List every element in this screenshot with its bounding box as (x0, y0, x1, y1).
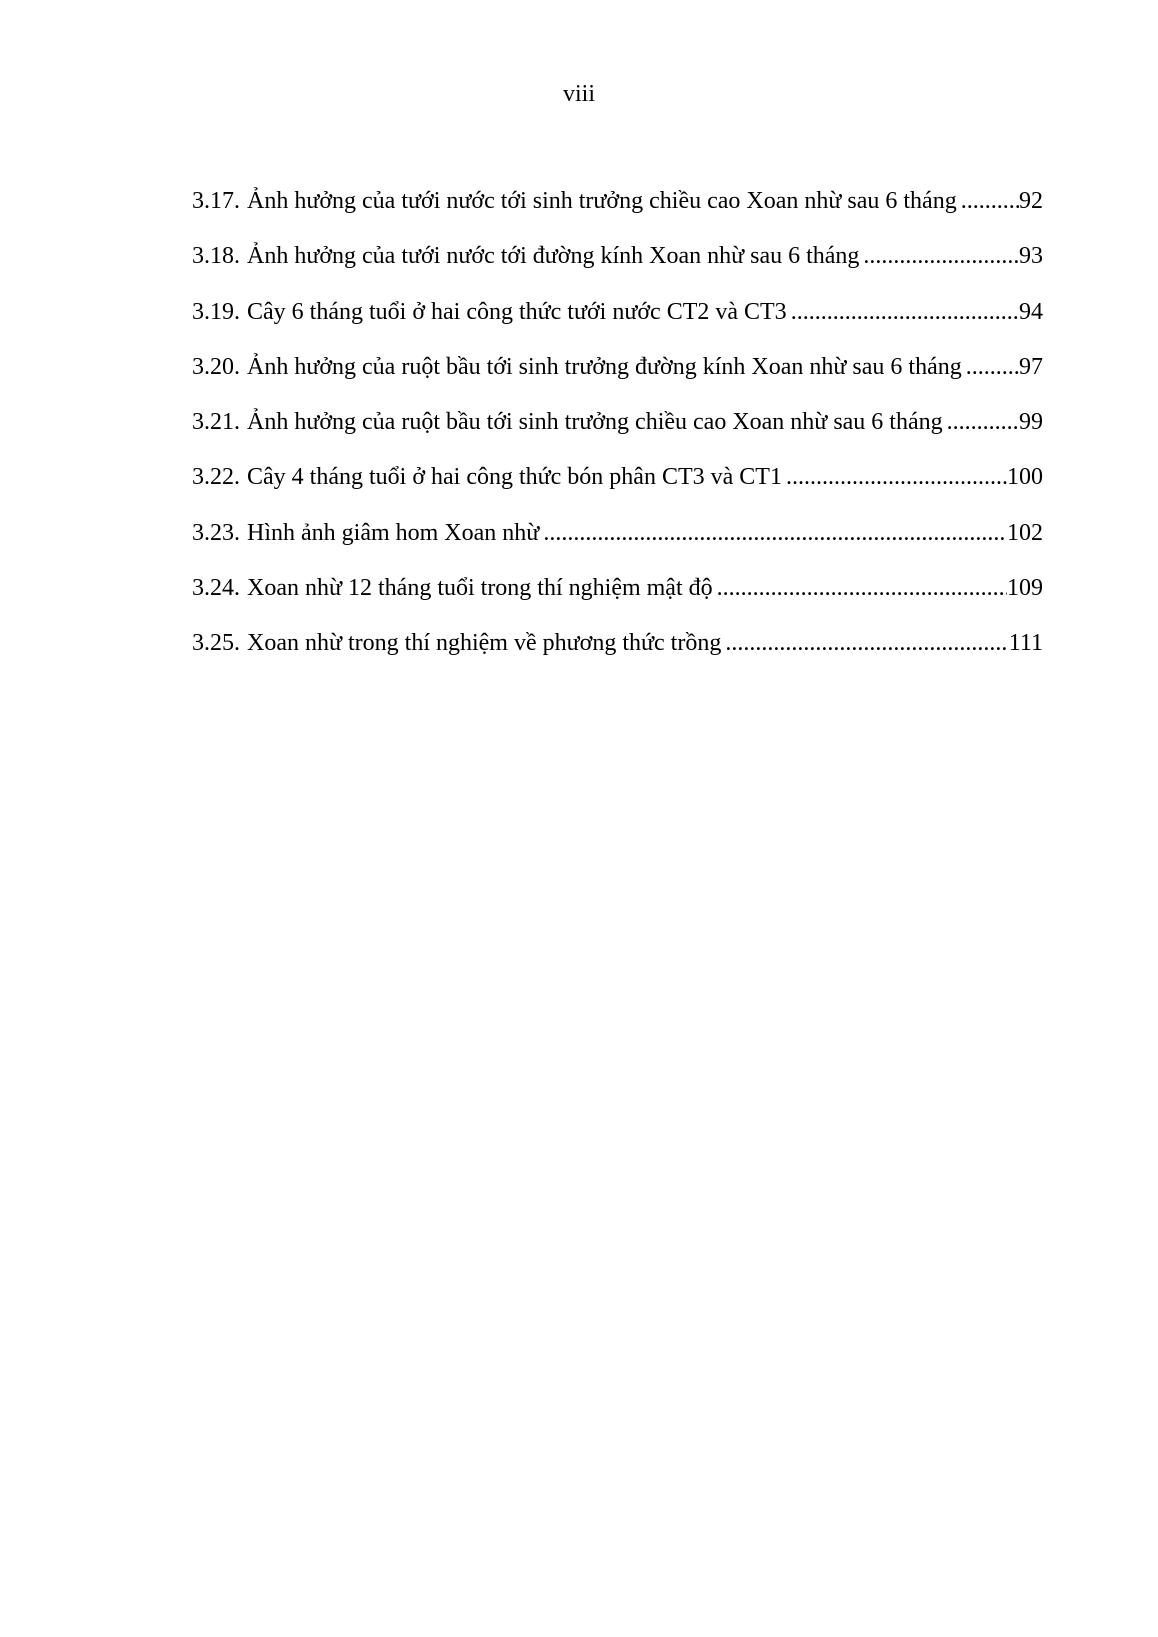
toc-entry-title: Ảnh hưởng của ruột bầu tới sinh trưởng chiều cao Xoan nhừ sau 6 tháng (247, 409, 943, 436)
dot-leader (543, 517, 1007, 549)
toc-entry[interactable] (192, 627, 1043, 682)
toc-entry-title: Cây 4 tháng tuổi ở hai công thức bón phân CT3 và CT1 (247, 464, 782, 491)
toc-entry-page: 100 (1007, 464, 1043, 491)
toc-entry-title: Xoan nhừ trong thí nghiệm về phương thức trồng (247, 630, 722, 657)
toc-entry[interactable] (192, 296, 1043, 351)
toc-entry[interactable] (192, 351, 1043, 406)
toc-entry-number: 3.23. (192, 519, 240, 546)
dot-leader (966, 351, 1019, 383)
toc-entry-page: 92 (1019, 188, 1043, 214)
dot-leader (725, 627, 1008, 659)
dot-leader (863, 240, 1019, 272)
toc-entry-page: 97 (1019, 353, 1043, 380)
toc-entry-page: 94 (1019, 298, 1043, 325)
toc-entry[interactable] (192, 406, 1043, 461)
toc-entry[interactable] (192, 517, 1043, 572)
toc-entry-number: 3.20. (192, 353, 240, 380)
toc-entry-title: Ảnh hưởng của tưới nước tới đường kính Xoan nhừ sau 6 tháng (247, 243, 860, 270)
toc-entry-page: 93 (1019, 243, 1043, 270)
dot-leader (791, 296, 1019, 328)
list-of-figures (192, 185, 1043, 683)
toc-entry-number: 3.22. (192, 464, 240, 491)
toc-entry-page: 111 (1008, 630, 1043, 657)
toc-entry-page: 99 (1019, 409, 1043, 436)
toc-entry[interactable] (192, 185, 1043, 240)
toc-entry-number: 3.25. (192, 630, 240, 657)
dot-leader (947, 406, 1019, 438)
toc-entry-title: Ảnh hưởng của tưới nước tới sinh trưởng chiều cao Xoan nhừ sau 6 tháng (247, 188, 957, 214)
toc-entry-title: Ảnh hưởng của ruột bầu tới sinh trưởng đường kính Xoan nhừ sau 6 tháng (247, 353, 962, 380)
toc-entry-page: 109 (1007, 575, 1043, 602)
toc-entry-number: 3.24. (192, 575, 240, 602)
toc-entry[interactable] (192, 572, 1043, 627)
toc-entry-number: 3.17. (192, 188, 240, 214)
dot-leader (961, 185, 1019, 217)
dot-leader (786, 461, 1007, 493)
toc-entry-title: Xoan nhừ 12 tháng tuổi trong thí nghiệm mật độ (247, 575, 713, 602)
toc-entry-number: 3.21. (192, 409, 240, 436)
toc-entry-title: Hình ảnh giâm hom Xoan nhừ (247, 519, 540, 546)
dot-leader (717, 572, 1007, 604)
toc-entry-title: Cây 6 tháng tuổi ở hai công thức tưới nước CT2 và CT3 (247, 298, 787, 325)
toc-entry[interactable] (192, 240, 1043, 295)
toc-entry-number: 3.18. (192, 243, 240, 270)
toc-entry-number: 3.19. (192, 298, 240, 325)
toc-entry-page: 102 (1007, 519, 1043, 546)
page-number: viii (562, 81, 595, 107)
toc-entry[interactable] (192, 461, 1043, 516)
